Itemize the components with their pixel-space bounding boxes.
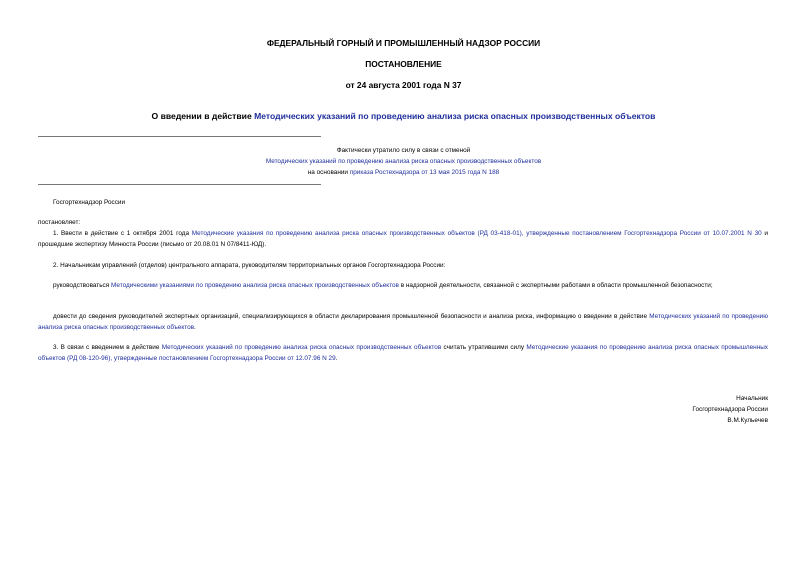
- p3-text-b: в надзорной деятельности, связанной с экспертными работами в области промышленной безопасности;: [398, 282, 713, 289]
- signature-org: Госгортехнадзора России: [692, 406, 768, 413]
- p4-text-a: довести до сведения руководителей экспертных организаций, специализирующихся в области декларирования промышленной безопасности и анализа риска, информацию о введении в действие: [53, 313, 650, 320]
- p5-text-a: 3. В связи с введением в действие: [53, 344, 162, 351]
- paragraph-2: 2. Начальникам управлений (отделов) центрального аппарата, руководителям территориальных органов Госгортехнадзора России:: [53, 262, 446, 269]
- rostekhnadzor-order-link[interactable]: приказа Ростехнадзора от 13 мая 2015 года N 188: [349, 169, 500, 176]
- title-prefix: О введении в действие: [151, 111, 255, 121]
- paragraph-5: [38, 343, 768, 364]
- agency-heading: ФЕДЕРАЛЬНЫЙ ГОРНЫЙ И ПРОМЫШЛЕННЫЙ НАДЗОР РОССИИ: [266, 38, 541, 48]
- document-type: ПОСТАНОВЛЕНИЕ: [365, 59, 442, 69]
- bottom-divider: [38, 184, 321, 185]
- p5-guidelines-link[interactable]: Методических указаний по проведению анализа риска опасных производственных объектов: [161, 344, 442, 351]
- p5-text-c: .: [335, 354, 338, 362]
- p5-text-b: считать утратившими силу: [441, 344, 527, 351]
- p1-text-b: и прошедшие экспертизу Минюста России (письмо от 20.08.01 N 07/8411-ЮД).: [38, 230, 768, 248]
- paragraph-3: [38, 281, 768, 292]
- status-note-line2: [0, 157, 807, 167]
- methodical-guidelines-link[interactable]: Методических указаний по проведению анализа риска опасных производственных объектов: [265, 158, 542, 165]
- p5-old-guidelines-link[interactable]: Методические указания по проведению анализа риска опасных промышленных объектов (РД 08-120-96), утвержденные постановлением Госгортехнадзора России от 12.07.96 N 29: [38, 344, 769, 362]
- status-note-prefix: на основании: [307, 169, 350, 176]
- top-divider: [38, 136, 321, 137]
- p1-text-a: 1. Ввести в действие с 1 октября 2001 года: [53, 230, 192, 237]
- p4-text-b: .: [194, 323, 196, 331]
- status-note-line3: [0, 168, 807, 178]
- paragraph-4: [38, 312, 768, 333]
- document-title: [0, 111, 807, 121]
- document-date: от 24 августа 2001 года N 37: [345, 80, 462, 90]
- paragraph-1: [38, 229, 768, 250]
- status-note-line1: Фактически утратило силу в связи с отменой: [336, 147, 471, 154]
- p1-guidelines-link[interactable]: Методические указания по проведению анализа риска опасных производственных объектов (РД 03-418-01), утвержденные постановлением Госгортехнадзора России от 10.07.2001 N 30: [191, 230, 762, 237]
- p3-text-a: руководствоваться: [53, 282, 111, 289]
- p4-guidelines-link[interactable]: Методических указаний по проведению анализа риска опасных производственных объектов: [38, 313, 768, 331]
- issuer: Госгортехнадзор России: [53, 199, 126, 206]
- signature-name: В.М.Кульечев: [727, 417, 768, 424]
- title-link[interactable]: Методических указаний по проведению анализа риска опасных производственных объектов: [254, 111, 656, 121]
- p3-guidelines-link[interactable]: Методическими указаниями по проведению анализа риска опасных производственных объектов: [111, 282, 399, 289]
- decrees-label: постановляет:: [38, 219, 81, 226]
- signature-position: Начальник: [736, 395, 768, 402]
